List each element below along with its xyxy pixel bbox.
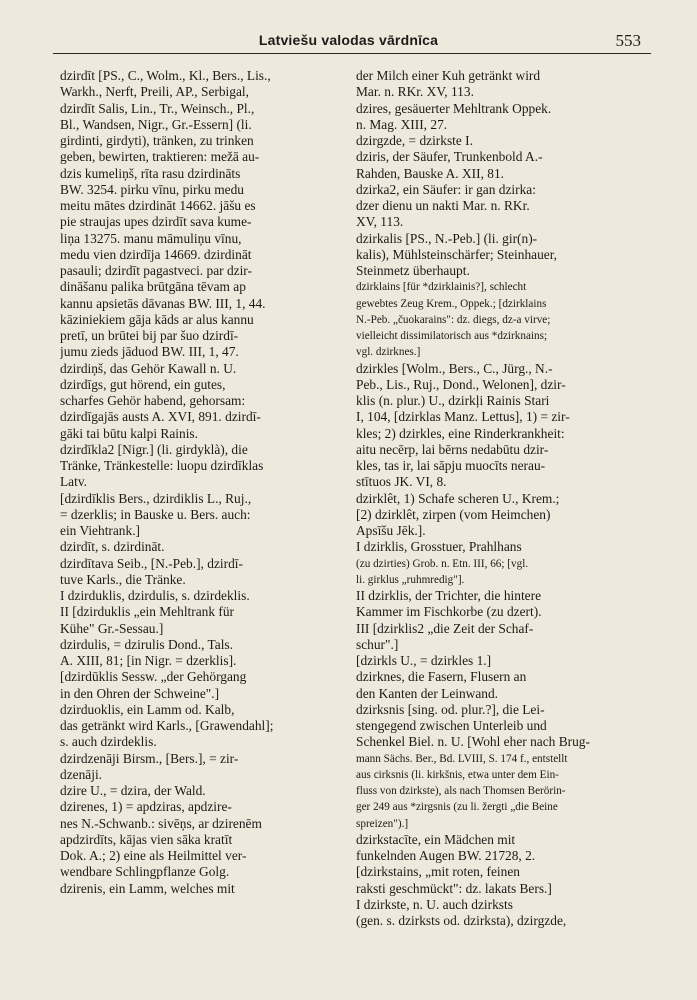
left-column-line: meitu mātes dzirdināt 14662. jāšu es (60, 198, 256, 213)
left-column-line: dzirdīkla2 [Nigr.] (li. girdyklà), die (60, 441, 248, 457)
left-column-line: scharfes Gehör habend, gehorsam: (60, 393, 246, 408)
right-column-line: aitu necērp, lai bērns nedabūtu dzir- (356, 441, 549, 457)
left-column-line: pretī, un brūtei bij par šuo dzirdī- (60, 328, 239, 343)
header-rule (53, 53, 651, 54)
left-column-line: liņa 13275. manu māmuliņu vīnu, (60, 230, 242, 246)
left-column-line: das getränkt wird Karls., [Grawendahl]; (60, 718, 274, 733)
right-column-line: dzirka2, ein Säufer: ir gan dzirka: (356, 181, 536, 197)
right-column-line: [dzirkls U., = dzirkles 1.] (356, 653, 492, 668)
left-column-line: dzirdīt, s. dzirdināt. (60, 539, 165, 555)
right-column-line: dzirgzde, = dzirkste I. (356, 133, 473, 148)
right-column-line: kalis), Mühlsteinschärfer; Steinhauer, (356, 246, 558, 262)
right-column-line: (gen. s. dzirksts od. dzirksta), dzirgzde, (356, 913, 567, 928)
left-column-line: dzirdīt Salis, Lin., Tr., Weinsch., Pl., (60, 100, 255, 116)
left-column-line: dzirdīgs, gut hörend, ein gutes, (60, 376, 226, 392)
right-column-line: Mar. n. RKr. XV, 113. (356, 84, 474, 100)
right-column-line: dzirknes, die Fasern, Flusern an (356, 669, 527, 685)
right-column-line: Peb., Lis., Ruj., Dond., Welonen], dzir- (356, 376, 566, 392)
right-column-line: stengegend zwischen Unterleib und (356, 718, 547, 733)
left-column-line: medu vien dzirdīja 14669. dzirdināt (60, 246, 252, 262)
right-column-line: vgl. dzirknes.] (356, 346, 421, 359)
right-column (356, 68, 652, 929)
left-column-line: ein Viehtrank.] (60, 523, 141, 538)
left-column-line: dzenāji. (60, 766, 103, 782)
right-column-line: dzires, gesäuerter Mehltrank Oppek. (356, 100, 552, 116)
right-column-line: klis (n. plur.) U., dzirkļi Rainis Stari (356, 393, 550, 408)
left-column-line: dzirdītava Seib., [N.-Peb.], dzirdī- (60, 555, 243, 571)
right-column-line: ger 249 aus *zirgsnis (zu li. žergti „die Beine (356, 801, 558, 814)
left-column-line: gāki tai būtu kalpi Rainis. (60, 425, 198, 441)
left-column-line: I dzirduklis, dzirdulis, s. dzirdeklis. (60, 588, 250, 603)
left-column-line: kāziniekiem gāja kāds ar alus kannu (60, 311, 254, 327)
right-column-line: schur".] (356, 636, 399, 652)
left-column-line: apdzirdīts, kājas vien sāka kratīt (60, 831, 233, 847)
right-column-line: dziris, der Säufer, Trunkenbold A.- (356, 149, 543, 165)
left-column-line: dzire U., = dzira, der Wald. (60, 783, 206, 798)
left-column-line: Warkh., Nerft, Preili, AP., Serbigal, (60, 84, 249, 100)
left-column-line: tuve Karls., die Tränke. (60, 571, 186, 587)
right-column-line: gewebtes Zeug Krem., Oppek.; [dzirklains (356, 297, 547, 310)
right-column-line: [2) dzirklêt, zirpen (vom Heimchen) (356, 506, 551, 522)
right-column-line: I dzirkste, n. U. auch dzirksts (356, 896, 513, 912)
right-column-line: der Milch einer Kuh getränkt wird (356, 68, 541, 83)
right-column-line: Apsīšu Jēk.]. (356, 523, 426, 538)
left-column (60, 68, 352, 897)
right-column-line: spreizen").] (356, 817, 409, 830)
left-column-line: dzirdulis, = dzirulis Dond., Tals. (60, 636, 233, 652)
right-column-line: I, 104, [dzirklas Manz. Lettus], 1) = zir- (356, 409, 570, 425)
page-header-title: Latviešu valodas vārdnīca (258, 32, 439, 48)
left-column-line: Dok. A.; 2) eine als Heilmittel ver- (60, 848, 247, 863)
right-column-line: funkelnden Augen BW. 21728, 2. (356, 848, 536, 863)
right-column-line: kles, tas ir, lai sāpju muocīts nerau- (356, 458, 546, 473)
right-column-line: dzirklêt, 1) Schafe scheren U., Krem.; (356, 490, 560, 506)
left-column-line: geben, bewirten, traktieren: mežā au- (60, 149, 260, 165)
left-column-line: girdinti, girdyti), tränken, zu trinken (60, 133, 254, 148)
right-column-line: dzirklains [für *dzirklainis?], schlecht (356, 281, 527, 294)
left-column-line: A. XIII, 81; [in Nigr. = dzerklis]. (60, 653, 237, 668)
left-column-line: BW. 3254. pirku vīnu, pirku medu (60, 181, 244, 197)
left-column-line: dzirenis, ein Lamm, welches mit (60, 880, 235, 896)
left-column-line: dzis kumeliņš, rīta rasu dzirdināts (60, 165, 241, 181)
right-column-line: li. girklus „ruhmredig"]. (356, 573, 465, 586)
right-column-line: dzirkles [Wolm., Bers., C., Jürg., N.- (356, 360, 553, 376)
left-column-line: dzirdīt [PS., C., Wolm., Kl., Bers., Lis., (60, 68, 271, 83)
left-column-line: II [dzirduklis „ein Mehltrank für (60, 604, 235, 620)
left-column-line: dzirdiņš, das Gehör Kawall n. U. (60, 360, 237, 376)
left-column-line: = dzerklis; in Bauske u. Bers. auch: (60, 506, 251, 522)
left-column-line: jumu zieds jāduod BW. III, 1, 47. (60, 344, 239, 360)
right-column-line: Steinmetz überhaupt. (356, 263, 470, 278)
left-column-line: s. auch dzirdeklis. (60, 734, 157, 750)
right-column-line: [dzirkstains, „mit roten, feinen (356, 864, 520, 880)
left-column-line: Tränke, Tränkestelle: luopu dzirdīklas (60, 458, 264, 473)
right-column-line: dzer dienu un nakti Mar. n. RKr. (356, 198, 530, 213)
right-column-line: den Kanten der Leinwand. (356, 685, 499, 701)
right-column-line: XV, 113. (356, 214, 404, 230)
right-column-line: Kammer im Fischkorbe (zu dzert). (356, 604, 542, 620)
right-column-line: Schenkel Biel. n. U. [Wohl eher nach Brug- (356, 734, 590, 750)
left-column-line: kannu apsietās dāvanas BW. III, 1, 44. (60, 295, 266, 311)
left-column-line: dzirduoklis, ein Lamm od. Kalb, (60, 701, 235, 717)
right-column-line: aus cirksnis (li. kirkšnis, etwa unter dem Ein- (356, 768, 559, 781)
right-column-line: dzirksnis [sing. od. plur.?], die Lei- (356, 701, 545, 717)
right-column-line: kles; 2) dzirkles, eine Rinderkrankheit: (356, 425, 565, 441)
left-column-line: pie straujas upes dzirdīt sava kume- (60, 214, 252, 230)
left-column-line: dzirdīgajās austs A. XVI, 891. dzirdī- (60, 409, 261, 425)
right-column-line: dzirkalis [PS., N.-Peb.] (li. gir(n)- (356, 230, 538, 246)
right-column-line: Rahden, Bauske A. XII, 81. (356, 165, 505, 181)
left-column-line: in den Ohren der Schweine".] (60, 685, 220, 701)
right-column-line: raksti geschmückt": dz. lakats Bers.] (356, 880, 552, 896)
left-column-line: pasauli; dzirdīt pagastveci. par dzir- (60, 263, 252, 278)
right-column-line: I dzirklis, Grosstuer, Prahlhans (356, 539, 522, 555)
left-column-line: Latv. (60, 474, 88, 490)
right-column-line: vielleicht dissimilatorisch aus *dzirknains; (356, 330, 548, 342)
right-column-line: III [dzirklis2 „die Zeit der Schaf- (356, 620, 534, 636)
left-column-line: nes N.-Schwanb.: sivēņs, ar dzirenēm (60, 815, 262, 831)
left-column-line: dzirdzenāji Birsm., [Bers.], = zir- (60, 750, 239, 766)
left-column-line: Bl., Wandsen, Nigr., Gr.-Essern] (li. (60, 116, 252, 132)
right-column-line: N.-Peb. „čuokarains": dz. diegs, dz-a virve; (356, 313, 551, 326)
right-column-line: mann Sächs. Ber., Bd. LVIII, S. 174 f., entstellt (356, 752, 568, 765)
right-column-line: II dzirklis, der Trichter, die hintere (356, 588, 542, 603)
left-column-line: [dzirdīklis Bers., dzirdiklis L., Ruj., (60, 490, 252, 506)
left-column-line: dzirenes, 1) = apdziras, apdzire- (60, 799, 232, 815)
right-column-line: (zu dzirties) Grob. n. Etn. III, 66; [vgl. (356, 557, 529, 570)
left-column-line: dināšanu palika brūtgāna tēvam ap (60, 279, 246, 295)
right-column-line: stītuos JK. VI, 8. (356, 474, 447, 490)
left-column-line: wendbare Schlingpflanze Golg. (60, 864, 230, 880)
left-column-line: Kühe" Gr.-Sessau.] (60, 620, 164, 636)
right-column-line: n. Mag. XIII, 27. (356, 116, 448, 132)
page-number: 553 (615, 31, 641, 50)
right-column-line: dzirkstacīte, ein Mädchen mit (356, 831, 516, 847)
left-column-line: [dzirdūklis Sessw. „der Gehörgang (60, 669, 247, 685)
right-column-line: fluss von dzirkste), als nach Thomsen Berörin- (356, 785, 566, 797)
